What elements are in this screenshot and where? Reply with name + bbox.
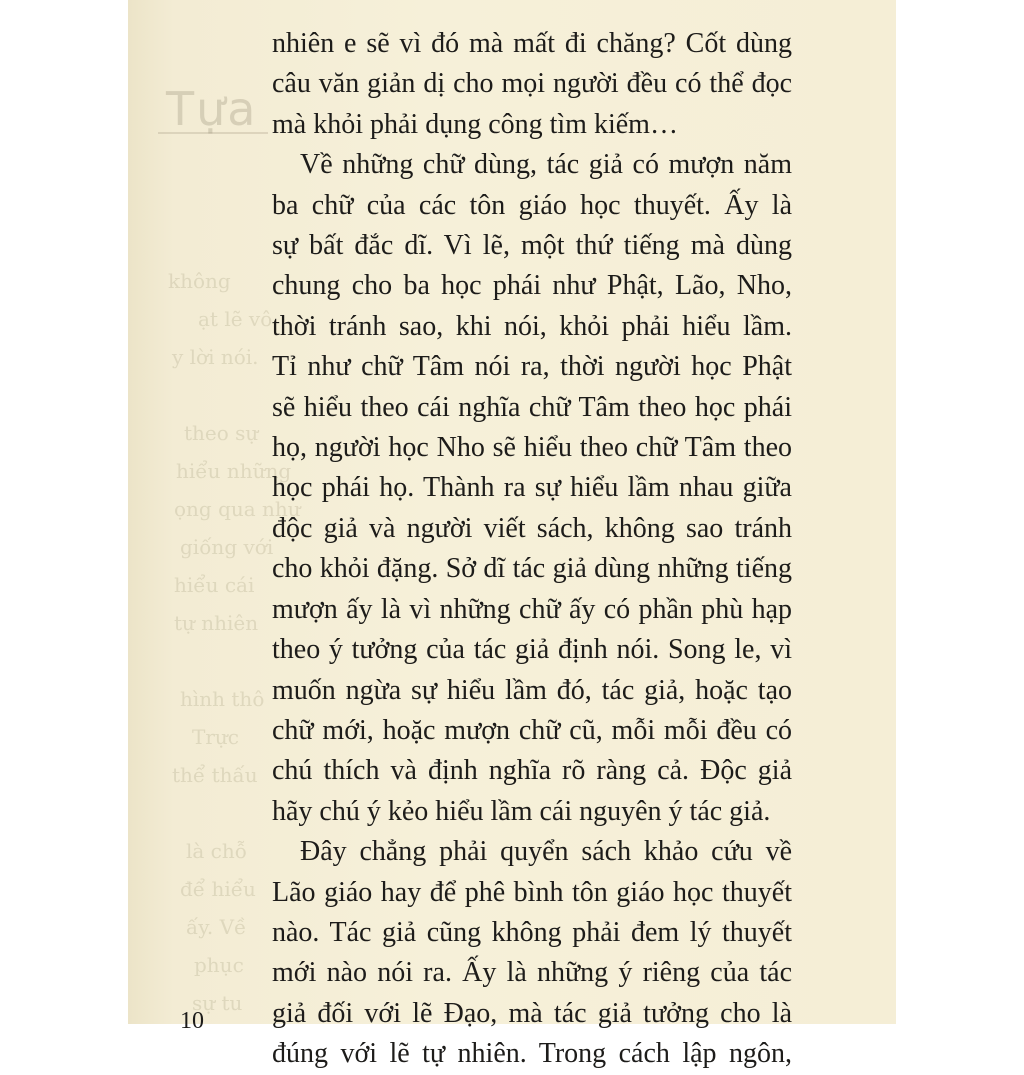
text-line: mà khỏi phải dụng công tìm kiếm… [272,108,678,140]
show-through-line: y lời nói. [172,345,259,369]
show-through-line: thể thấu [172,763,258,787]
show-through-line: theo sự [184,421,259,445]
show-through-line: tự nhiên [174,611,259,635]
paragraph-1 [272,24,792,145]
show-through-line: ọng qua như [174,497,301,521]
text-line: muốn ngừa sự hiểu lầm đó, tác giả, hoặc tạo [272,674,792,706]
text-line: cho khỏi đặng. Sở dĩ tác giả dùng những tiếng [272,553,792,585]
text-line: giả đối với lẽ Đạo, mà tác giả tưởng cho là [272,997,792,1029]
text-line: nhiên e sẽ vì đó mà mất đi chăng? Cốt dùng [272,28,792,59]
text-line: mượn ấy là vì những chữ ấy có phần phù hạp [272,593,792,625]
show-through-line: ấy. Về [186,915,247,939]
text-line: theo ý tưởng của tác giả định nói. Song le, vì [272,634,792,666]
text-line: học phái họ. Thành ra sự hiểu lầm nhau giữa [272,472,792,504]
show-through-rule [158,132,268,134]
show-through-line: hình thô [180,687,265,711]
text-line: ba chữ của các tôn giáo học thuyết. Ấy là [272,189,792,221]
show-through-line: là chỗ [186,839,247,863]
text-line: thời tránh sao, khi nói, khỏi phải hiểu lầm. [272,310,792,342]
paragraph-2 [272,145,792,832]
text-line: họ, người học Nho sẽ hiểu theo chữ Tâm theo [272,432,792,464]
show-through-line: ạt lẽ vô [198,307,273,331]
paragraph-3 [272,832,792,1074]
show-through-title: Tựa [166,82,258,136]
text-line: độc giả và người viết sách, không sao tránh [272,512,792,544]
show-through-line: giống với [180,535,274,559]
text-line: chữ mới, hoặc mượn chữ cũ, mỗi mỗi đều có [272,714,792,746]
text-line: đúng với lẽ tự nhiên. Trong cách lập ngôn, [272,1038,792,1070]
text-line: Về những chữ dùng, tác giả có mượn năm [300,149,792,181]
text-line: chú thích và định nghĩa rõ ràng cả. Độc giả [272,755,792,787]
text-line: câu văn giản dị cho mọi người đều có thể đọc [272,68,792,100]
show-through-line: hiểu những [176,459,292,483]
text-line: sự bất đắc dĩ. Vì lẽ, một thứ tiếng mà dùng [272,230,792,262]
text-line: Đây chẳng phải quyển sách khảo cứu về [300,836,792,868]
show-through-line: Trực [192,725,239,749]
text-line: Lão giáo hay để phê bình tôn giáo học thuyết [272,876,792,908]
show-through-line: hiểu cái [174,573,255,597]
show-through-line: để hiểu [180,877,256,901]
page-number: 10 [180,1008,204,1034]
text-line: Tỉ như chữ Tâm nói ra, thời người học Phật [272,351,792,383]
show-through-line: sự tu [192,991,243,1015]
text-line: chung cho ba học phái như Phật, Lão, Nho, [272,270,792,302]
text-line: nào. Tác giả cũng không phải đem lý thuyết [272,916,792,948]
text-line: hãy chú ý kẻo hiểu lầm cái nguyên ý tác giả. [272,795,771,827]
book-page [128,0,896,1070]
show-through-line: phục [194,953,244,977]
text-line: sẽ hiểu theo cái nghĩa chữ Tâm theo học phái [272,391,792,423]
text-line: mới nào nói ra. Ấy là những ý riêng của tác [272,957,792,989]
body-text [272,24,792,1075]
show-through-line: không [168,269,231,293]
